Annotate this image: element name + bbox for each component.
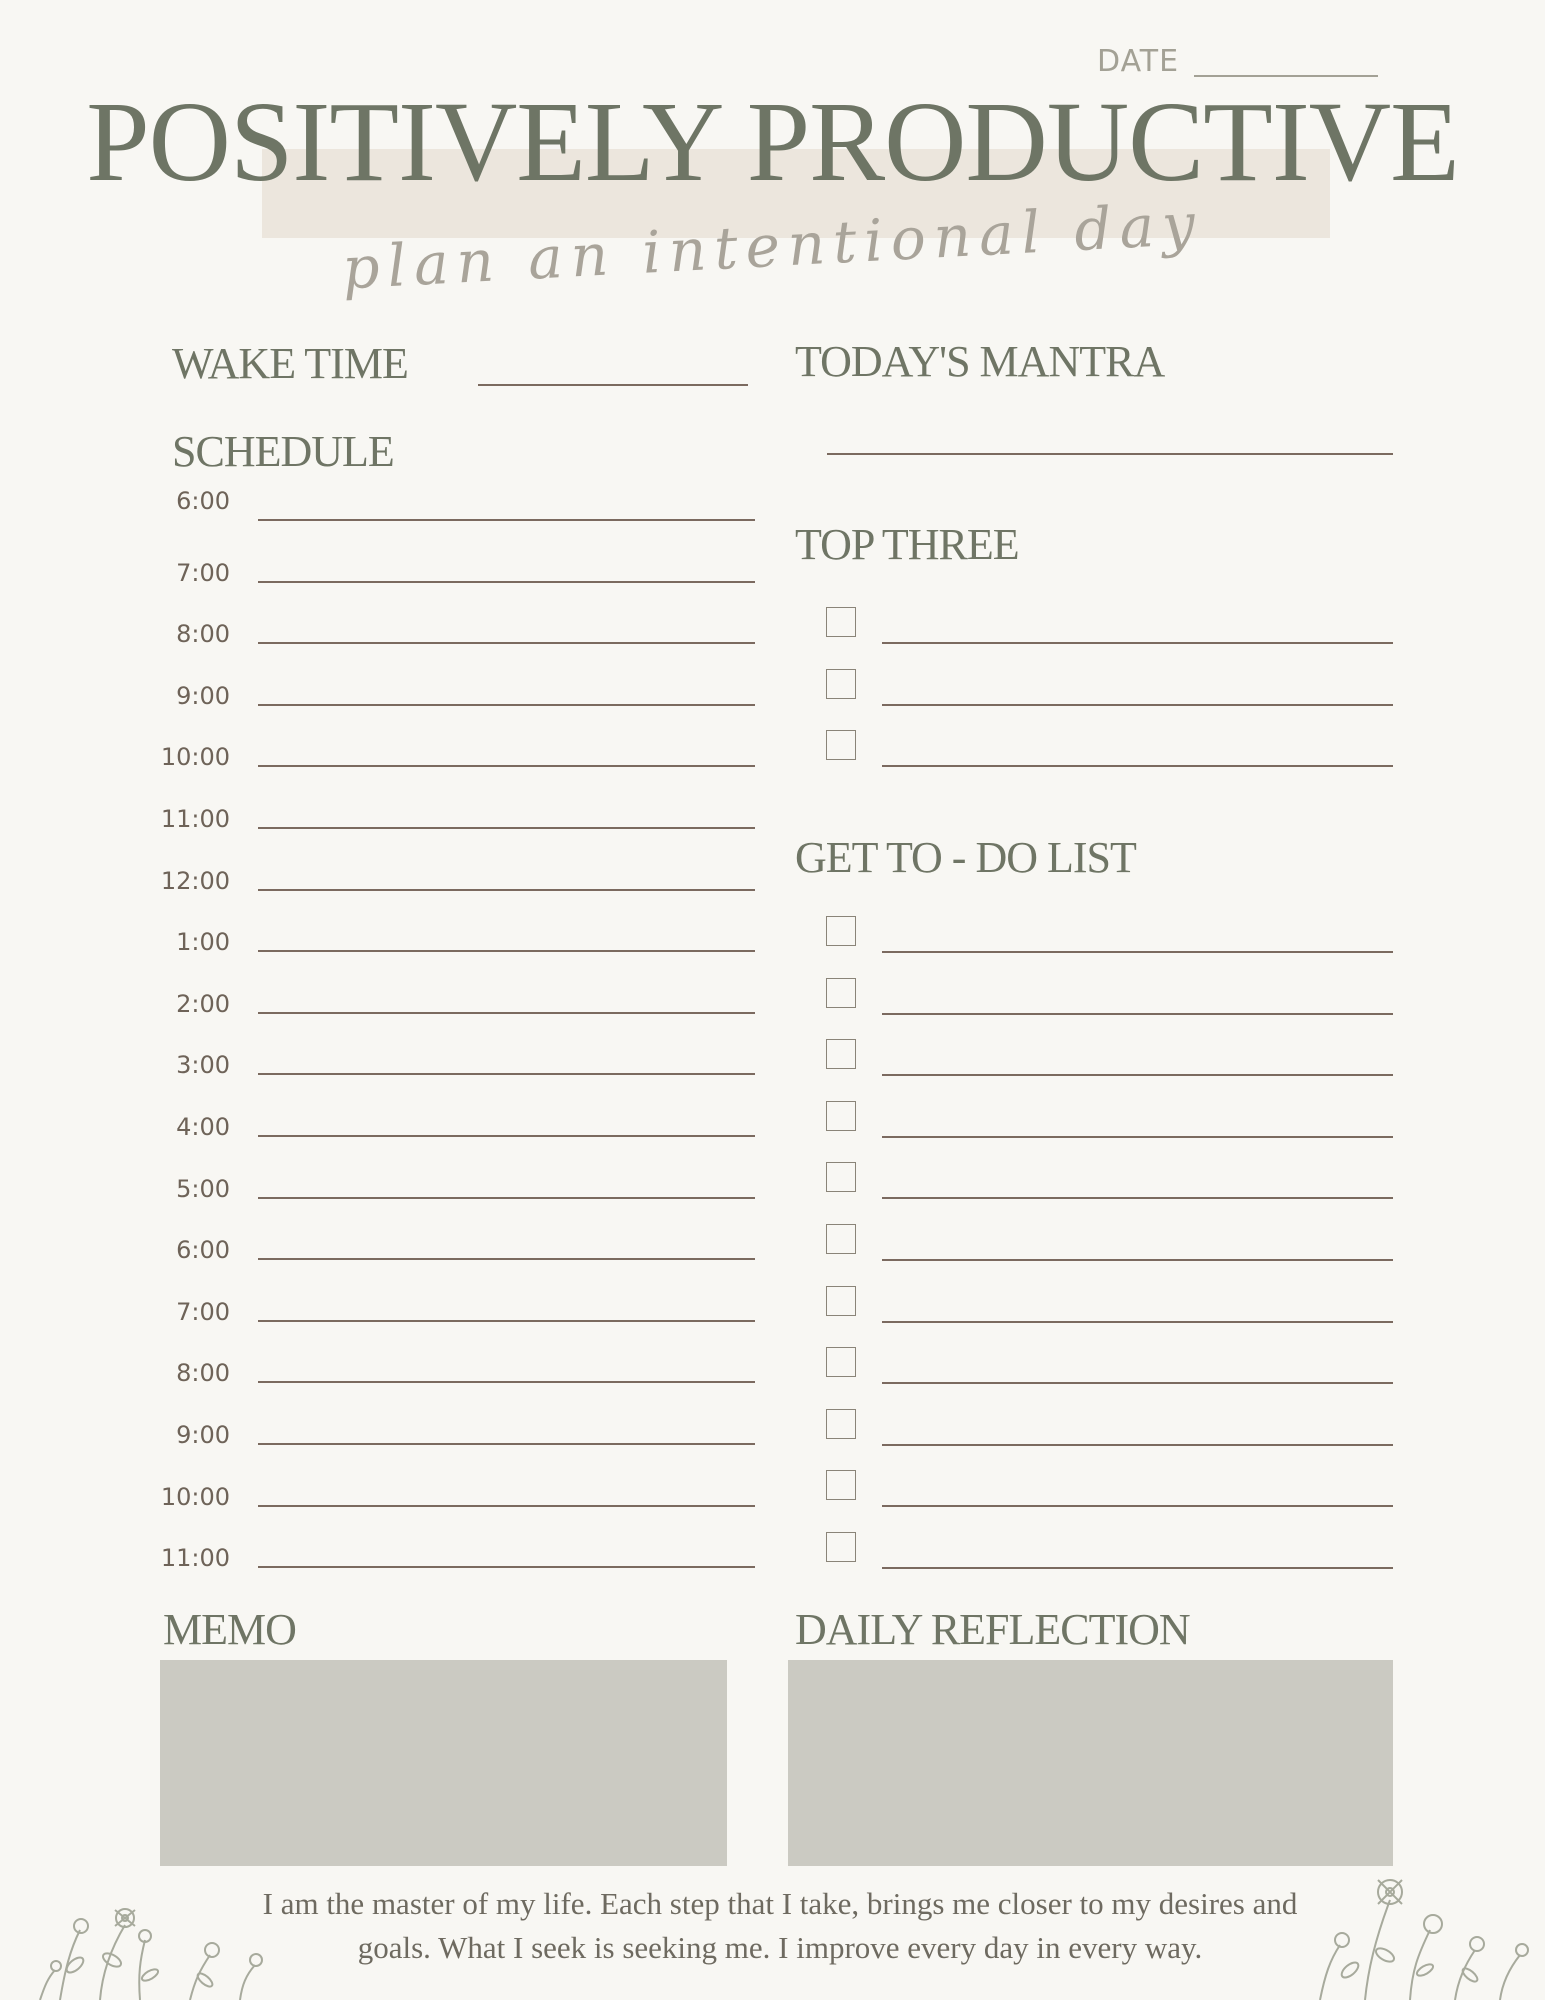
todo-line[interactable] — [882, 1074, 1393, 1076]
top-three-line[interactable] — [882, 642, 1393, 644]
todo-checkbox[interactable] — [826, 1409, 856, 1439]
wake-time-label: WAKE TIME — [172, 339, 408, 388]
todo-checkbox[interactable] — [826, 1347, 856, 1377]
schedule-line[interactable] — [258, 889, 755, 891]
floral-right-icon — [1290, 1860, 1545, 2000]
schedule-line[interactable] — [258, 1073, 755, 1075]
todo-checkbox[interactable] — [826, 916, 856, 946]
top-three-label: TOP THREE — [795, 520, 1019, 569]
schedule-time: 11:00 — [160, 1544, 230, 1573]
top-three-line[interactable] — [882, 765, 1393, 767]
todo-checkbox[interactable] — [826, 1470, 856, 1500]
schedule-line[interactable] — [258, 1197, 755, 1199]
todo-line[interactable] — [882, 1259, 1393, 1261]
memo-box[interactable] — [160, 1660, 727, 1866]
schedule-time: 7:00 — [176, 1297, 230, 1326]
top-three-checkbox[interactable] — [826, 730, 856, 760]
todo-checkbox[interactable] — [826, 1039, 856, 1069]
schedule-time: 3:00 — [176, 1051, 230, 1080]
schedule-line[interactable] — [258, 1381, 755, 1383]
schedule-time: 5:00 — [176, 1174, 230, 1203]
todo-checkbox[interactable] — [826, 1101, 856, 1131]
schedule-line[interactable] — [258, 950, 755, 952]
schedule-line[interactable] — [258, 1505, 755, 1507]
page-title: POSITIVELY PRODUCTIVE — [86, 78, 1459, 205]
schedule-line[interactable] — [258, 1258, 755, 1260]
quote-line-2: goals. What I seek is seeking me. I improve every day in every way. — [357, 1930, 1203, 1965]
todo-line[interactable] — [882, 1321, 1393, 1323]
schedule-line[interactable] — [258, 1012, 755, 1014]
todo-checkbox[interactable] — [826, 1224, 856, 1254]
schedule-time: 11:00 — [160, 805, 230, 833]
footer-quote — [200, 1882, 1360, 1970]
todo-line[interactable] — [882, 1567, 1393, 1569]
schedule-line[interactable] — [258, 519, 755, 521]
todo-line[interactable] — [882, 1136, 1393, 1138]
mantra-label: TODAY'S MANTRA — [795, 337, 1165, 386]
reflection-label: DAILY REFLECTION — [795, 1605, 1190, 1654]
top-three-checkbox[interactable] — [826, 607, 856, 637]
schedule-line[interactable] — [258, 1135, 755, 1137]
todo-line[interactable] — [882, 1505, 1393, 1507]
schedule-line[interactable] — [258, 581, 755, 583]
todo-checkbox[interactable] — [826, 1532, 856, 1562]
todo-line[interactable] — [882, 1444, 1393, 1446]
schedule-time: 8:00 — [176, 620, 230, 649]
reflection-box[interactable] — [788, 1660, 1393, 1866]
top-three-line[interactable] — [882, 704, 1393, 706]
schedule-line[interactable] — [258, 827, 755, 829]
schedule-time: 8:00 — [176, 1359, 230, 1388]
schedule-label: SCHEDULE — [172, 427, 394, 476]
schedule-line[interactable] — [258, 704, 755, 706]
todo-line[interactable] — [882, 1197, 1393, 1199]
floral-left-icon — [20, 1880, 300, 2000]
page-subtitle: plan an intentional day — [340, 189, 1205, 303]
schedule-time: 6:00 — [176, 1236, 230, 1265]
schedule-line[interactable] — [258, 765, 755, 767]
todo-checkbox[interactable] — [826, 1286, 856, 1316]
schedule-time: 2:00 — [176, 989, 230, 1018]
schedule-time: 9:00 — [176, 1421, 230, 1449]
memo-label: MEMO — [163, 1605, 296, 1654]
date-label: DATE — [1097, 44, 1180, 79]
todo-line[interactable] — [882, 1013, 1393, 1015]
schedule-time: 7:00 — [176, 558, 230, 587]
schedule-time: 10:00 — [160, 743, 230, 772]
todo-checkbox[interactable] — [826, 1162, 856, 1192]
schedule-line[interactable] — [258, 1443, 755, 1445]
todo-checkbox[interactable] — [826, 978, 856, 1008]
schedule-time: 4:00 — [176, 1113, 230, 1141]
top-three-checkbox[interactable] — [826, 669, 856, 699]
quote-line-1: I am the master of my life. Each step that I take, brings me closer to my desires and — [262, 1886, 1298, 1921]
schedule-time: 9:00 — [176, 681, 230, 710]
wake-time-line[interactable] — [478, 384, 748, 386]
schedule-line[interactable] — [258, 1566, 755, 1568]
schedule-time: 10:00 — [160, 1482, 230, 1511]
todo-line[interactable] — [882, 951, 1393, 953]
date-line — [1194, 75, 1378, 77]
mantra-line[interactable] — [827, 453, 1393, 455]
schedule-line[interactable] — [258, 1320, 755, 1322]
schedule-time: 1:00 — [176, 928, 230, 957]
todo-line[interactable] — [882, 1382, 1393, 1384]
schedule-line[interactable] — [258, 642, 755, 644]
todo-label: GET TO - DO LIST — [795, 833, 1136, 882]
schedule-time: 12:00 — [160, 866, 230, 895]
schedule-time: 6:00 — [176, 487, 230, 515]
